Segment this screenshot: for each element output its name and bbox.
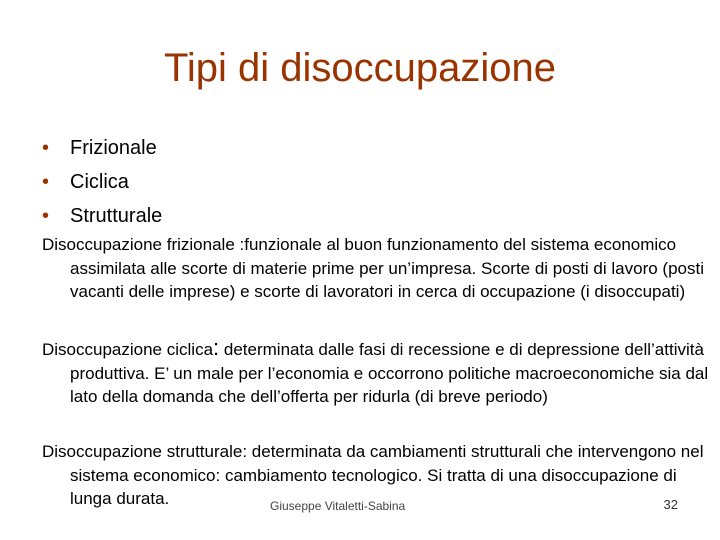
bullet-label: Ciclica (70, 171, 129, 193)
paragraph-body: determinata dalle fasi di recessione e di depressione dell’attività produttiva. E’ un male per l’economia e occorrono politiche macroeconomiche sia dal lato della domanda che dell’offerta per ridurla (di breve periodo) (70, 340, 709, 406)
bullet-label: Strutturale (70, 205, 163, 227)
paragraph-separator: : (213, 335, 220, 360)
paragraph-term: Disoccupazione strutturale (42, 442, 243, 461)
paragraph-frizionale (42, 233, 720, 304)
paragraph-body: determinata da cambiamenti strutturali che intervengono nel sistema economico: cambiamento tecnologico. Si tratta di una disoccupazione di lunga durata. (70, 442, 704, 508)
bullet-icon: • (42, 137, 50, 159)
bullet-label: Frizionale (70, 137, 157, 159)
footer-author: Giuseppe Vitaletti-Sabina (270, 499, 406, 513)
paragraph-term: Disoccupazione frizionale (42, 235, 235, 254)
paragraph-separator: : (242, 442, 248, 461)
bullet-list (42, 131, 162, 233)
bullet-item (42, 165, 162, 199)
bullet-item (42, 131, 162, 165)
paragraph-body: funzionale al buon funzionamento del sistema economico assimilata alle scorte di materie prime per un’impresa. Scorte di posti di lavoro (posti vacanti delle imprese) e scorte di lavoratori in cerca di occupazione (i disoccupati) (70, 235, 704, 301)
slide-title: Tipi di disoccupazione (163, 46, 557, 90)
page-number: 32 (663, 497, 678, 512)
paragraph-separator: : (234, 235, 245, 254)
paragraph-ciclica (42, 336, 720, 409)
bullet-item (42, 199, 162, 233)
paragraph-term: Disoccupazione ciclica (42, 340, 214, 359)
bullet-icon: • (42, 171, 50, 193)
bullet-icon: • (42, 205, 50, 227)
